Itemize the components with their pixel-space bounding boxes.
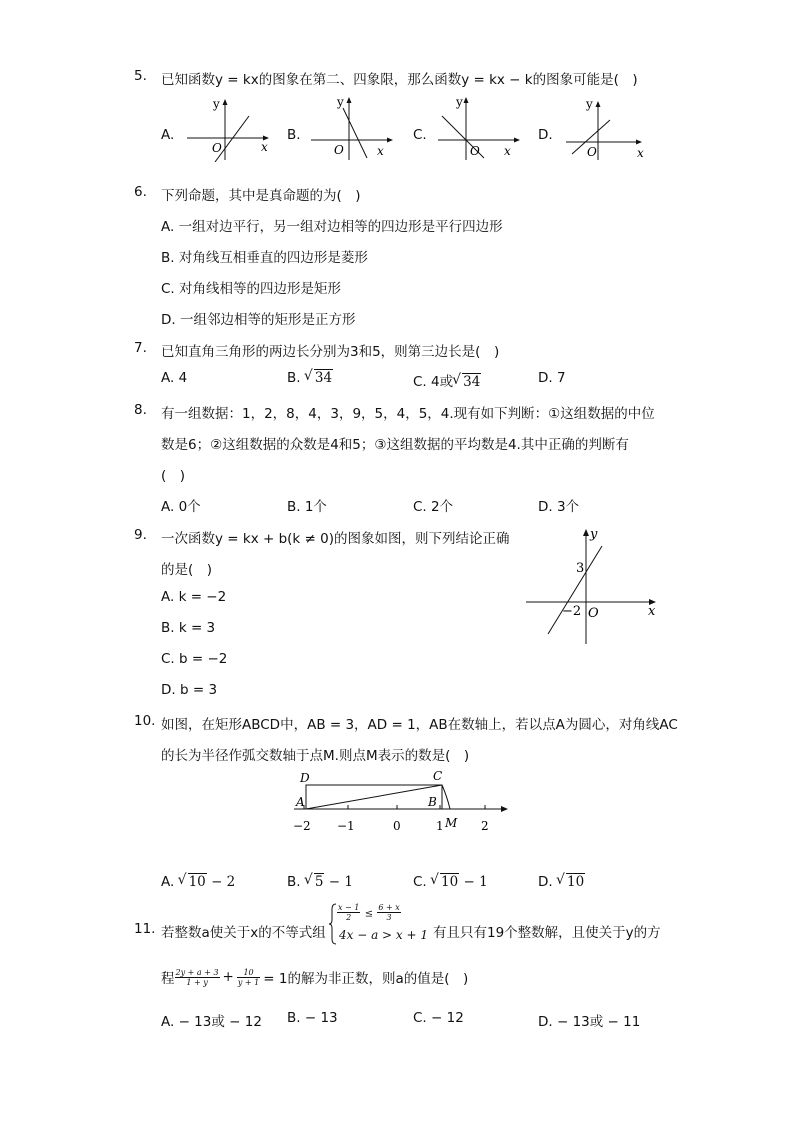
q7-option-c-prefix: C. 4或	[413, 374, 454, 390]
q9-y-intercept: 3	[576, 561, 585, 576]
q11-ineq1: $\frac{x - 1}{2}$ ≤ $\frac{6 + x}{3}$	[338, 903, 400, 922]
q6-option-c: C. 对角线相等的四边形是矩形	[161, 281, 342, 297]
q10-option-b-sqrt: √ 5	[305, 874, 325, 890]
q11-line1-post: 有且只有19个整数解，且使关于y的方	[433, 925, 661, 941]
q5-option-b-label: B.	[287, 127, 301, 143]
q6-option-b: B. 对角线互相垂直的四边形是菱形	[161, 250, 368, 266]
q11-line1-pre: 若整数a使关于x的不等式组	[161, 925, 326, 941]
q10-label-c: C	[433, 769, 443, 783]
q5-b-origin: O	[334, 143, 344, 157]
q5-b-y-label: y	[337, 95, 344, 109]
q8-line3: ( )	[161, 468, 186, 484]
q11-ineq2: 4x − a > x + 1	[339, 928, 429, 942]
q5-graph-a	[183, 96, 273, 162]
q11-fraction-1: $\frac{2y + a + 3}{1 + y}$	[175, 967, 219, 987]
q6-option-d: D. 一组邻边相等的矩形是正方形	[161, 312, 356, 328]
q7-option-b-prefix: B.	[287, 370, 301, 386]
q11-line2: 程 $\frac{2y + a + 3}{1 + y}$ + $\frac{10}{y + 1}$ = 1的解为非正数，则a的值是( )	[161, 967, 469, 987]
q10-option-d: D. √ 10	[538, 874, 585, 890]
q5-number: 5.	[134, 68, 147, 84]
q5-d-origin: O	[587, 145, 597, 159]
q7-option-b-sqrt: √ 34	[305, 370, 333, 386]
q9-x-intercept: −2	[562, 604, 582, 619]
q9-origin: O	[588, 606, 599, 621]
q10-option-c-sqrt: √ 10	[431, 874, 459, 890]
q8-option-c: C. 2个	[413, 499, 454, 515]
q11-option-c: C. − 12	[413, 1010, 464, 1026]
q7-stem: 已知直角三角形的两边长分别为3和5，则第三边长是( )	[161, 344, 500, 360]
q10-tick-neg1: −1	[337, 819, 355, 833]
q7-option-c-sqrt: √ 34	[453, 374, 481, 390]
q8-line1: 有一组数据：1，2，8，4，3，9，5，4，5，4.现有如下判断：①这组数据的中位	[161, 406, 655, 422]
q9-option-b: B. k = 3	[161, 620, 216, 636]
q5-c-origin: O	[470, 144, 480, 158]
q11-option-d: D. − 13或 − 11	[538, 1014, 641, 1030]
q10-option-c: C. √ 10 − 1	[413, 874, 488, 890]
q10-tick-neg2: −2	[293, 819, 311, 833]
q10-number: 10.	[134, 713, 156, 729]
q9-y-label: y	[590, 527, 598, 542]
q11-fraction-2: $\frac{10}{y + 1}$	[237, 967, 260, 987]
q7-option-b	[287, 370, 333, 386]
q7-option-c	[413, 370, 481, 390]
q5-b-x-label: x	[377, 144, 384, 158]
q6-stem: 下列命题，其中是真命题的为( )	[161, 188, 361, 204]
q10-tick-2: 2	[481, 819, 489, 833]
q10-label-d: D	[300, 771, 310, 785]
q10-label-b: B	[428, 795, 437, 809]
q11-inequality-system	[329, 903, 433, 945]
q6-number: 6.	[134, 184, 147, 200]
q8-option-d: D. 3个	[538, 499, 580, 515]
q7-option-a: A. 4	[161, 370, 188, 386]
q10-line2: 的长为半径作弧交数轴于点M.则点M表示的数是( )	[161, 748, 470, 764]
q5-a-origin: O	[212, 141, 222, 155]
q5-c-y-label: y	[456, 95, 463, 109]
q10-option-b: B. √ 5 − 1	[287, 874, 353, 890]
q8-number: 8.	[134, 402, 147, 418]
q10-tick-1: 1	[436, 819, 444, 833]
q11-brace	[329, 903, 337, 945]
q5-d-x-label: x	[637, 146, 644, 160]
q7-option-d: D. 7	[538, 370, 566, 386]
q9-option-a: A. k = −2	[161, 589, 227, 605]
q9-option-c: C. b = −2	[161, 651, 228, 667]
q5-graph-d	[562, 96, 652, 162]
q10-tick-0: 0	[393, 819, 401, 833]
q10-option-a-sqrt: √ 10	[179, 874, 207, 890]
q9-x-label: x	[648, 604, 656, 619]
q6-option-a: A. 一组对边平行，另一组对边相等的四边形是平行四边形	[161, 219, 503, 235]
q7-number: 7.	[134, 340, 147, 356]
q9-option-d: D. b = 3	[161, 682, 218, 698]
q5-graph-c	[434, 94, 524, 162]
q9-line2: 的是( )	[161, 562, 213, 578]
q5-a-y-label: y	[213, 97, 220, 111]
q10-figure	[286, 766, 516, 836]
q8-option-a: A. 0个	[161, 499, 201, 515]
q9-line1: 一次函数y = kx + b(k ≠ 0)的图象如图，则下列结论正确	[161, 531, 510, 547]
q5-c-x-label: x	[504, 144, 511, 158]
q10-label-a: A	[296, 795, 305, 809]
q8-line2: 数是6；②这组数据的众数是4和5；③这组数据的平均数是4.其中正确的判断有	[161, 437, 629, 453]
q5-option-d-label: D.	[538, 127, 553, 143]
q5-graph-b	[307, 94, 397, 162]
q10-option-d-sqrt: √ 10	[557, 874, 585, 890]
q8-option-b: B. 1个	[287, 499, 327, 515]
q10-option-a: A. √ 10 − 2	[161, 874, 235, 890]
q10-line1: 如图，在矩形ABCD中，AB = 3，AD = 1，AB在数轴上，若以点A为圆心，对角线AC	[161, 717, 678, 733]
q5-stem: 已知函数y = kx的图象在第二、四象限，那么函数y = kx − k的图象可能是( )	[161, 72, 638, 88]
q9-number: 9.	[134, 527, 147, 543]
q11-option-a: A. − 13或 − 12	[161, 1014, 262, 1030]
q9-graph	[522, 524, 662, 648]
q5-d-y-label: y	[586, 97, 593, 111]
q11-option-b: B. − 13	[287, 1010, 338, 1026]
q5-option-c-label: C.	[413, 127, 427, 143]
q5-option-a-label: A.	[161, 127, 175, 143]
q11-number: 11.	[134, 921, 156, 937]
q10-label-m: M	[445, 816, 458, 830]
q5-a-x-label: x	[261, 140, 268, 154]
